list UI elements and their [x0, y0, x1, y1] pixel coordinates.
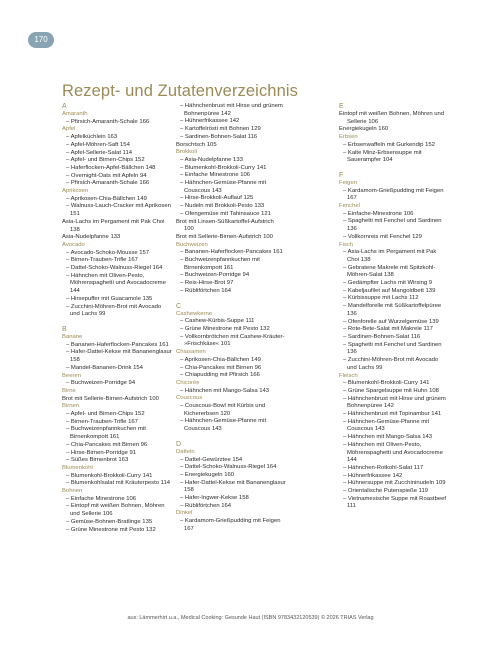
index-subentry: – Einfache Minestrone 106	[66, 495, 137, 502]
index-subentry: – Apfel-Sellerie-Salat 114	[66, 149, 133, 156]
index-subentry: – Sardinen-Bohnen-Salat 116	[180, 133, 258, 140]
section-letter: C	[176, 302, 182, 310]
section-gap	[176, 434, 288, 441]
index-continuation: 136	[347, 349, 357, 356]
page-title: Rezept- und Zutatenverzeichnis	[62, 82, 298, 100]
index-continuation: 158	[184, 487, 194, 494]
section-letter: B	[62, 325, 67, 333]
index-continuation: und Lachs 99	[347, 364, 383, 371]
index-continuation: Couscous 143	[184, 187, 222, 194]
index-subentry: – Apfel-Möhren-Saft 154	[66, 141, 130, 148]
index-subentry: – Hähnchenbrust mit Hirse und grünem	[180, 103, 283, 109]
index-subentry: – Rote-Bete-Salat mit Makrele 117	[343, 326, 433, 333]
index-subentry: – Apfel- und Birnen-Chips 152	[66, 157, 145, 164]
index-category: Chiasamen	[176, 349, 206, 356]
index-subentry: – Blumenkohl-Brokkoli-Curry 141	[343, 380, 430, 387]
index-category: Datteln	[176, 448, 195, 455]
index-subentry: – Kardamom-Grießpudding mit Feigen	[343, 187, 444, 194]
index-category: Buchweizen	[176, 241, 208, 248]
index-continuation: und Sellerie 106	[70, 511, 113, 518]
index-subentry: – Grüne Minestrone mit Pesto 132	[180, 325, 270, 332]
index-subentry: – Hähnchenbrust mit Topinambur 141	[343, 411, 442, 418]
index-category: Amaranth	[62, 111, 88, 117]
index-category: Dinkel	[176, 510, 193, 517]
index-subentry: – Hafer-Dattel-Kekse mit Bananenglasur	[66, 349, 172, 356]
index-category: Banane	[62, 333, 83, 340]
index-subentry: – Apfelküchlein 163	[66, 134, 118, 141]
index-subentry: – Ofengemüse mit Tahinsauce 121	[180, 210, 271, 217]
index-subentry: – Dattel-Schoko-Walnuss-Riegel 164	[180, 464, 277, 471]
index-subentry: – Vietnamesische Suppe mit Roastbeef	[343, 495, 447, 502]
section-letter: A	[62, 103, 67, 110]
index-subentry: – Gebratene Makrele mit Spitzkohl-	[343, 264, 436, 271]
section-letter: D	[176, 440, 182, 448]
index-continuation: 100	[184, 226, 194, 233]
index-category: Apfel	[62, 126, 76, 133]
index-continuation: Choi 138	[347, 256, 371, 263]
index-continuation: 151	[70, 211, 80, 218]
index-continuation: Birnenkompott 161	[70, 434, 120, 441]
index-continuation: »Frischkäse« 101	[184, 341, 231, 348]
section-letter: E	[339, 103, 344, 110]
index-subentry: – Apfel- und Birnen-Chips 152	[66, 411, 145, 418]
index-entry: Brot mit Sellerie-Birnen-Aufstrich 100	[176, 233, 273, 240]
index-subentry: – Hähnchen mit Mango-Salsa 143	[180, 387, 270, 394]
index-category: Fleisch	[339, 372, 358, 379]
index-subentry: – Hähnchen-Rotkohl-Salat 117	[343, 464, 424, 471]
index-subentry: – Hähnchen mit Oliven-Pesto,	[343, 441, 422, 448]
index-column-2	[176, 103, 288, 534]
index-subentry: – Buchweizen-Porridge 94	[66, 380, 136, 387]
index-subentry: – Spaghetti mit Fenchel und Sardinen	[343, 218, 442, 225]
index-subentry: – Buchweizenpfannkuchen mit	[180, 257, 260, 264]
index-subentry: – Buchweizenpfannkuchen mit	[66, 426, 146, 433]
index-category: Couscous	[176, 395, 203, 402]
index-subentry: – Hafer-Ingwer-Kekse 158	[180, 495, 249, 502]
index-subentry: – Kabeljaufilet auf Mangoldbett 139	[343, 287, 436, 294]
index-subentry: – Haferflocken-Apfel-Bällchen 148	[66, 164, 156, 171]
index-continuation: 167	[347, 195, 357, 202]
index-entry: Brot mit Sellerie-Birnen-Aufstrich 100	[62, 395, 159, 402]
index-subentry: – Pfirsich-Amaranth-Schale 166	[66, 118, 150, 125]
index-category: Fisch	[339, 241, 354, 248]
copyright-footer: aus: Lämmerhirt u.a., Medical Cooking: Gesunde Haut (ISBN 9783432120539) © 2026 TRIAS Verlag	[127, 615, 374, 621]
index-subentry: – Reis-Hirse-Brot 97	[180, 280, 234, 287]
index-category: Chicorée	[176, 379, 200, 386]
section-gap	[62, 319, 174, 326]
index-subentry: – Aprikosen-Chia-Bällchen 149	[180, 356, 261, 363]
page-number-badge: 170	[28, 32, 54, 48]
index-continuation: 111	[347, 503, 356, 510]
index-subentry: – Bananen-Haferflocken-Pancakes 161	[180, 249, 283, 256]
index-continuation: 136	[347, 310, 357, 317]
index-subentry: – Hühnersuppe mit Zucchininudeln 109	[343, 480, 446, 487]
index-subentry: – Avocado-Schoko-Mousse 157	[66, 249, 150, 256]
index-subentry: – Rübliförtchen 164	[180, 502, 232, 509]
index-subentry: – Dattel-Schoko-Walnuss-Riegel 164	[66, 265, 163, 272]
index-subentry: – Birnen-Trauben-Trifle 167	[66, 418, 138, 425]
index-subentry: – Kürbissuppe mit Lachs 112	[343, 295, 419, 302]
section-gap	[339, 165, 451, 172]
index-entry: Eintopf mit weißen Bohnen, Möhren und	[339, 111, 445, 117]
index-subentry: – Dattel-Gewürztee 154	[180, 456, 243, 463]
index-subentry: – Hähnchenbrust mit Hirse und grünem	[343, 395, 446, 402]
index-subentry: – Hähnchen-Gemüse-Pfanne mit	[180, 418, 267, 425]
index-continuation: Sellerie 106	[347, 118, 379, 125]
index-category: Aprikosen	[62, 188, 89, 195]
index-continuation: Sauerampfer 104	[347, 157, 393, 164]
index-subentry: – Hirse-Birnen-Porridge 91	[66, 449, 137, 456]
index-column-1	[62, 103, 174, 534]
index-subentry: – Grüne Minestrone mit Pesto 132	[66, 526, 156, 533]
section-letter: F	[339, 171, 344, 179]
index-continuation: Couscous 143	[347, 426, 385, 433]
index-subentry: – Aprikosen-Chia-Bällchen 149	[66, 195, 147, 202]
index-category: Bohnen	[62, 488, 83, 495]
index-subentry: – Nudeln mit Brokkoli-Pesto 133	[180, 203, 265, 210]
index-subentry: – Gedämpfter Lachs mit Wirsing 9	[343, 280, 433, 287]
index-category: Feigen	[339, 179, 358, 186]
index-subentry: – Kardamom-Grießpudding mit Feigen	[180, 518, 281, 525]
index-continuation: Birnenkompott 161	[184, 264, 234, 271]
index-subentry: – Spaghetti mit Fenchel und Sardinen	[343, 341, 442, 348]
index-entry: Asia-Nudelpfanne 133	[62, 234, 121, 241]
index-continuation: Kichererbsen 120	[184, 410, 231, 417]
index-subentry: – Energiekugeln 160	[180, 471, 235, 478]
index-category: Fenchel	[339, 203, 360, 210]
index-subentry: – Hähnchen-Gemüse-Pfanne mit	[343, 418, 430, 425]
index-category: Blumenkohl	[62, 464, 93, 471]
index-subentry: – Bananen-Haferflocken-Pancakes 161	[66, 341, 169, 348]
index-continuation: und Lachs 99	[70, 311, 106, 318]
index-subentry: – Zucchini-Möhren-Brot mit Avocado	[343, 357, 439, 364]
index-continuation: Möhrenspaghetti und Avocadocreme	[347, 449, 443, 456]
index-subentry: – Cashew-Kürbis-Suppe 111	[180, 318, 255, 325]
index-subentry: – Mandelforelle mit Süßkartoffelpüree	[343, 303, 442, 310]
index-subentry: – Hähnchen mit Mango-Salsa 143	[343, 434, 433, 441]
index-continuation: 144	[70, 288, 80, 295]
index-continuation: Bohnenpüree 142	[184, 110, 231, 117]
index-subentry: – Einfache Minestrone 106	[180, 172, 251, 179]
index-continuation: Möhren-Salat 138	[347, 272, 394, 279]
index-subentry: – Vollkornbrötchen mit Cashew-Kräuter-	[180, 333, 285, 340]
index-continuation: 167	[184, 525, 194, 532]
index-subentry: – Zucchini-Möhren-Brot mit Avocado	[66, 303, 162, 310]
index-continuation: Couscous 143	[184, 426, 222, 433]
index-continuation: 158	[70, 357, 80, 364]
index-continuation: 138	[70, 226, 80, 233]
index-entry: Brot mit Linsen-Süßkartoffel-Aufstrich	[176, 218, 274, 225]
index-entry: Borschtsch 105	[176, 141, 217, 148]
index-subentry: – Gemüse-Bohnen-Bratlinge 135	[66, 518, 153, 525]
index-column-3	[339, 103, 451, 511]
index-entry: Energiekugeln 160	[339, 126, 389, 133]
index-subentry: – Orientalische Putenspieße 119	[343, 488, 429, 495]
index-subentry: – Walnuss-Lauch-Cracker mit Aprikosen	[66, 203, 171, 210]
index-subentry: – Hafer-Dattel-Kekse mit Bananenglasur	[180, 479, 286, 486]
index-subentry: – Chia-Pancakes mit Birnen 96	[180, 364, 262, 371]
index-subentry: – Sardinen-Bohnen-Salat 116	[343, 333, 421, 340]
index-category: Birnen	[62, 403, 80, 410]
index-category: Cashewkerne	[176, 310, 213, 317]
index-subentry: – Eintopf mit weißen Bohnen, Möhren	[66, 503, 165, 510]
index-subentry: – Hähnchen-Gemüse-Pfanne mit	[180, 180, 267, 187]
index-continuation: Bohnenpüree 142	[347, 403, 394, 410]
index-subentry: – Birnen-Trauben-Trifle 167	[66, 257, 138, 264]
index-subentry: – Blumenkohl-Brokkoli-Curry 141	[66, 472, 153, 479]
index-category: Brokkoli	[176, 149, 197, 156]
index-subentry: – Chiapudding mit Pfirsich 166	[180, 372, 260, 379]
index-subentry: – Chia-Pancakes mit Birnen 96	[66, 441, 148, 448]
index-subentry: – Süßes Birnenbrot 163	[66, 457, 129, 464]
index-subentry: – Einfache-Minestrone 106	[343, 210, 414, 217]
index-category: Beeren	[62, 372, 81, 379]
index-subentry: – Buchweizen-Porridge 94	[180, 272, 250, 279]
index-subentry: – Ofenforelle auf Wurzelgemüse 139	[343, 318, 439, 325]
index-subentry: – Couscous-Bowl mit Kürbis und	[180, 403, 266, 410]
index-subentry: – Asia-Lachs im Pergament mit Pak	[343, 249, 437, 256]
index-subentry: – Kalte Minz-Erbsensuppe mit	[343, 149, 422, 156]
index-subentry: – Hühnerfrikassee 142	[180, 118, 240, 125]
index-continuation: Möhrenspaghetti und Avocadocreme	[70, 280, 166, 287]
index-subentry: – Vollkornreis mit Fenchel 129	[343, 233, 422, 240]
index-subentry: – Hirsepuffer mit Guacamole 135	[66, 295, 153, 302]
index-subentry: – Overnight-Oats mit Apfeln 94	[66, 172, 147, 179]
index-subentry: – Erbsenwaffeln mit Gurkendip 152	[343, 141, 435, 148]
index-entry: Asia-Lachs im Pergament mit Pak Choi	[62, 218, 165, 225]
index-subentry: – Pfirsich-Amaranth-Schale 166	[66, 180, 150, 187]
index-category: Birne	[62, 387, 76, 394]
index-subentry: – Blumenkohl-Brokkoli-Curry 141	[180, 164, 267, 171]
index-subentry: – Mandel-Bananen-Drink 154	[66, 364, 143, 371]
index-subentry: – Hirse-Brokkoli-Auflauf 125	[180, 195, 254, 202]
index-continuation: 144	[347, 457, 357, 464]
index-subentry: – Blumenkohlsalat mit Kräuterpesto 114	[66, 480, 171, 487]
index-continuation: 136	[347, 226, 357, 233]
index-subentry: – Rübliförtchen 164	[180, 287, 232, 294]
index-subentry: – Hähnchen mit Oliven-Pesto,	[66, 272, 145, 279]
index-category: Avocado	[62, 241, 85, 248]
index-subentry: – Kartoffelrösti mit Bohnen 129	[180, 126, 261, 133]
section-gap	[176, 296, 288, 303]
index-subentry: – Asia-Nudelpfanne 133	[180, 156, 243, 163]
index-subentry: – Grüne Spargelsuppe mit Huhn 108	[343, 387, 439, 394]
index-category: Erbsen	[339, 134, 358, 141]
index-subentry: – Hühnerfrikassee 142	[343, 472, 403, 479]
